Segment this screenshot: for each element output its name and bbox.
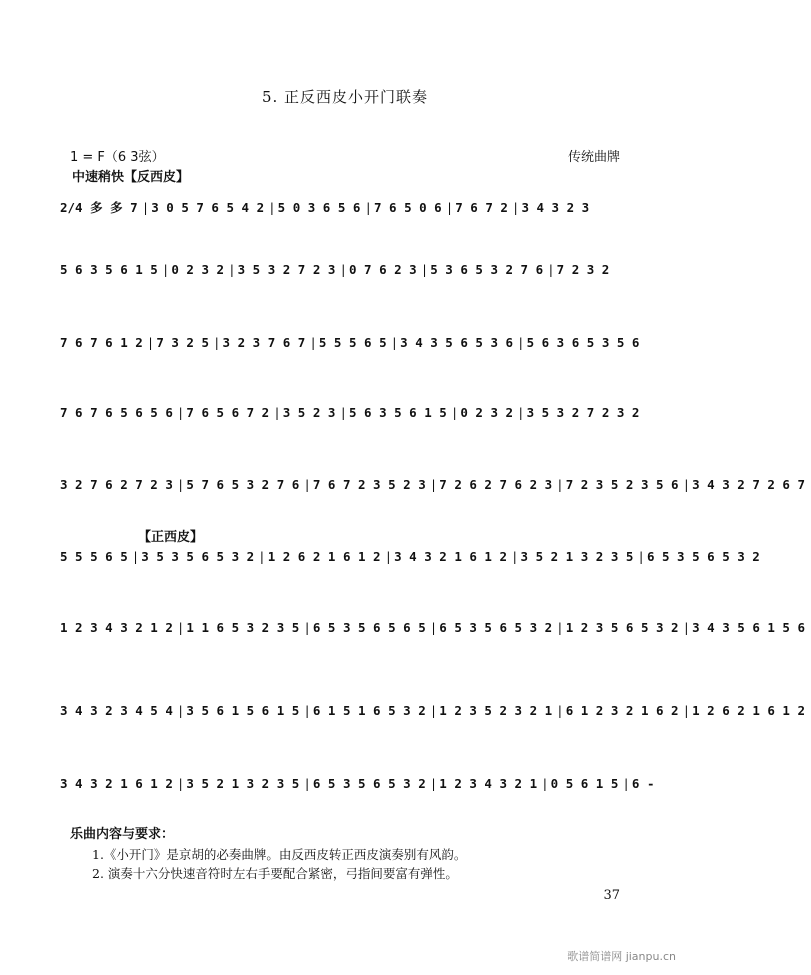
measure: 3 4 3 5 6 1 5 6 (692, 620, 805, 635)
measure: 6 1 2 3 2 1 6 2 | (566, 703, 692, 718)
measure: 7 6 7 2 3 5 2 3 | (313, 477, 439, 492)
measure: 6 - (631, 776, 655, 791)
measure: 5 5 5 6 5 | (319, 335, 400, 350)
score-line (60, 262, 640, 277)
measure: 5 7 6 5 3 2 7 6 | (186, 477, 312, 492)
measure: 7 2 6 2 7 6 2 3 | (439, 477, 565, 492)
tempo-marking: 中速稍快【反西皮】 (72, 170, 190, 185)
score-line (60, 549, 760, 564)
measure: 3 5 2 1 3 2 3 5 | (186, 776, 312, 791)
measure: 3 5 3 2 7 2 3 2 (526, 405, 640, 420)
measure: 7 6 5 0 6 | (374, 200, 455, 215)
measure: 5 0 3 6 5 6 | (278, 200, 374, 215)
score-line (60, 620, 805, 635)
measure: 0 2 3 2 | (460, 405, 526, 420)
measure: 7 3 2 5 | (156, 335, 222, 350)
measure: 3 2 3 7 6 7 | (223, 335, 319, 350)
measure: 5 5 5 6 5 | (60, 549, 141, 564)
measure: 5 3 6 5 3 2 7 6 | (430, 262, 556, 277)
note-1: 1.《小开门》是京胡的必奏曲牌。由反西皮转正西皮演奏别有风韵。 (92, 847, 467, 862)
measure: 3 5 3 5 6 5 3 2 | (141, 549, 267, 564)
measure: 6 5 3 5 6 5 3 2 | (313, 776, 439, 791)
measure: 3 5 6 1 5 6 1 5 | (186, 703, 312, 718)
measure: 1 2 6 2 1 6 1 2 (692, 703, 805, 718)
measure: 3 5 2 3 | (283, 405, 349, 420)
key-signature: 1 = F（6 3弦） (70, 150, 165, 165)
measure: 2/4 多 多 7 | (60, 198, 151, 216)
measure: 1 2 6 2 1 6 1 2 | (268, 549, 394, 564)
measure: 3 4 3 2 3 (521, 200, 590, 215)
measure: 6 1 5 1 6 5 3 2 | (313, 703, 439, 718)
measure: 7 2 3 2 (556, 262, 610, 277)
measure: 6 5 3 5 6 5 3 2 | (439, 620, 565, 635)
measure: 0 2 3 2 | (171, 262, 237, 277)
measure: 1 1 6 5 3 2 3 5 | (186, 620, 312, 635)
measure: 6 5 3 5 6 5 3 2 (646, 549, 760, 564)
measure: 1 2 3 5 6 5 3 2 | (566, 620, 692, 635)
measure: 3 4 3 5 6 5 3 6 | (400, 335, 526, 350)
measure: 1 2 3 5 2 3 2 1 | (439, 703, 565, 718)
measure: 7 6 5 6 7 2 | (186, 405, 282, 420)
measure: 5 6 3 6 5 3 5 6 (526, 335, 640, 350)
measure: 5 6 3 5 6 1 5 | (349, 405, 460, 420)
score-line (60, 703, 805, 718)
note-2: 2. 演奏十六分快速音符时左右手要配合紧密，弓指间要富有弹性。 (92, 866, 458, 881)
measure: 7 2 3 5 2 3 5 6 | (566, 477, 692, 492)
measure: 3 4 3 2 1 6 1 2 | (60, 776, 186, 791)
measure: 3 4 3 2 7 2 6 7 (692, 477, 805, 492)
score-line (60, 335, 640, 350)
measure: 3 2 7 6 2 7 2 3 | (60, 477, 186, 492)
notes-heading: 乐曲内容与要求： (70, 827, 175, 842)
measure: 7 6 7 6 1 2 | (60, 335, 156, 350)
measure: 5 6 3 5 6 1 5 | (60, 262, 171, 277)
measure: 7 6 7 2 | (455, 200, 521, 215)
page-title: 5. 正反西皮小开门联奏 (261, 88, 429, 106)
measure: 0 7 6 2 3 | (349, 262, 430, 277)
score-line (60, 477, 805, 492)
score-line (60, 198, 640, 216)
measure: 3 5 2 1 3 2 3 5 | (521, 549, 647, 564)
measure: 1 2 3 4 3 2 1 2 | (60, 620, 186, 635)
score-line (60, 776, 655, 791)
measure: 1 2 3 4 3 2 1 | (439, 776, 550, 791)
page-number: 37 (603, 888, 620, 903)
measure: 7 6 7 6 5 6 5 6 | (60, 405, 186, 420)
measure: 3 5 3 2 7 2 3 | (238, 262, 349, 277)
measure: 3 4 3 2 1 6 1 2 | (394, 549, 520, 564)
measure: 6 5 3 5 6 5 6 5 | (313, 620, 439, 635)
measure: 3 4 3 2 3 4 5 4 | (60, 703, 186, 718)
measure: 3 0 5 7 6 5 4 2 | (151, 200, 277, 215)
attribution: 传统曲牌 (567, 150, 620, 165)
score-line (60, 405, 640, 420)
watermark: 歌谱简谱网 jianpu.cn (567, 950, 676, 963)
measure: 0 5 6 1 5 | (551, 776, 632, 791)
section-marking: 【正西皮】 (138, 530, 204, 545)
